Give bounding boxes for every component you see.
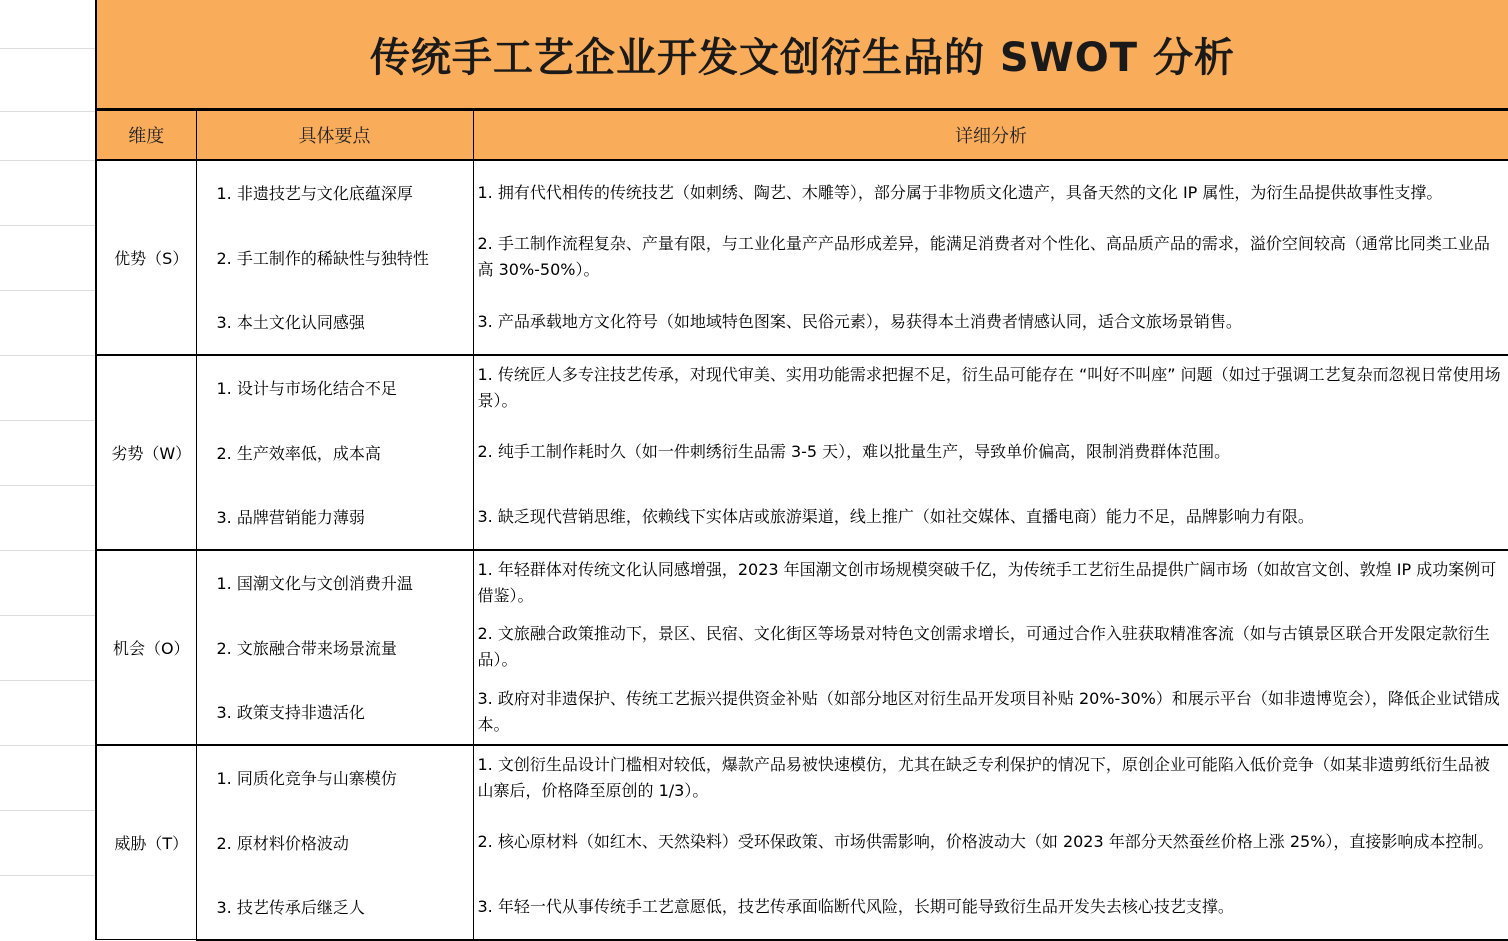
detail-cell[interactable]: 2. 核心原材料（如红木、天然染料）受环保政策、市场供需影响，价格波动大（如 2023 年部分天然蚕丝价格上涨 25%），直接影响成本控制。 [473,810,1508,875]
spreadsheet-row-gutter [0,0,96,941]
detail-cell[interactable]: 2. 纯手工制作耗时久（如一件刺绣衍生品需 3-5 天），难以批量生产，导致单价偏高，限制消费群体范围。 [473,420,1508,485]
table-row [96,615,1508,680]
header-dimension[interactable]: 维度 [96,111,196,160]
table-row [96,745,1508,810]
header-row [96,111,1508,160]
table-row [96,680,1508,745]
point-cell[interactable]: 2. 生产效率低，成本高 [196,420,473,485]
point-cell[interactable]: 2. 手工制作的稀缺性与独特性 [196,225,473,290]
point-cell[interactable]: 1. 同质化竞争与山寨模仿 [196,745,473,810]
table-row [96,355,1508,420]
swot-table-body [96,160,1508,940]
point-cell[interactable]: 3. 本土文化认同感强 [196,290,473,355]
title-banner[interactable] [95,0,1508,110]
table-row [96,420,1508,485]
detail-cell[interactable]: 1. 拥有代代相传的传统技艺（如刺绣、陶艺、木雕等），部分属于非物质文化遗产，具备天然的文化 IP 属性，为衍生品提供故事性支撑。 [473,160,1508,225]
dimension-cell-opportunities[interactable]: 机会（O） [96,550,196,745]
detail-cell[interactable]: 2. 文旅融合政策推动下，景区、民宿、文化街区等场景对特色文创需求增长，可通过合作入驻获取精准客流（如与古镇景区联合开发限定款衍生品）。 [473,615,1508,680]
detail-cell[interactable]: 1. 文创衍生品设计门槛相对较低，爆款产品易被快速模仿，尤其在缺乏专利保护的情况下，原创企业可能陷入低价竞争（如某非遗剪纸衍生品被山寨后，价格降至原创的 1/3）。 [473,745,1508,810]
detail-cell[interactable]: 3. 产品承载地方文化符号（如地域特色图案、民俗元素），易获得本土消费者情感认同，适合文旅场景销售。 [473,290,1508,355]
point-cell[interactable]: 2. 原材料价格波动 [196,810,473,875]
detail-cell[interactable]: 2. 手工制作流程复杂、产量有限，与工业化量产产品形成差异，能满足消费者对个性化、高品质产品的需求，溢价空间较高（通常比同类工业品高 30%-50%）。 [473,225,1508,290]
table-row [96,225,1508,290]
swot-table [95,110,1508,941]
header-detail[interactable]: 详细分析 [473,111,1508,160]
point-cell[interactable]: 2. 文旅融合带来场景流量 [196,615,473,680]
dimension-cell-weaknesses[interactable]: 劣势（W） [96,355,196,550]
detail-cell[interactable]: 3. 缺乏现代营销思维，依赖线下实体店或旅游渠道，线上推广（如社交媒体、直播电商）能力不足，品牌影响力有限。 [473,485,1508,550]
point-cell[interactable]: 3. 技艺传承后继乏人 [196,875,473,940]
detail-cell[interactable]: 3. 年轻一代从事传统手工艺意愿低，技艺传承面临断代风险，长期可能导致衍生品开发失去核心技艺支撑。 [473,875,1508,940]
table-row [96,160,1508,225]
detail-cell[interactable]: 1. 年轻群体对传统文化认同感增强，2023 年国潮文创市场规模突破千亿，为传统手工艺衍生品提供广阔市场（如故宫文创、敦煌 IP 成功案例可借鉴）。 [473,550,1508,615]
table-row [96,290,1508,355]
table-row [96,875,1508,940]
table-row [96,485,1508,550]
point-cell[interactable]: 1. 非遗技艺与文化底蕴深厚 [196,160,473,225]
header-points[interactable]: 具体要点 [196,111,473,160]
dimension-cell-strengths[interactable]: 优势（S） [96,160,196,355]
detail-cell[interactable]: 1. 传统匠人多专注技艺传承，对现代审美、实用功能需求把握不足，衍生品可能存在 “叫好不叫座” 问题（如过于强调工艺复杂而忽视日常使用场景）。 [473,355,1508,420]
point-cell[interactable]: 3. 政策支持非遗活化 [196,680,473,745]
point-cell[interactable]: 1. 国潮文化与文创消费升温 [196,550,473,615]
dimension-cell-threats[interactable]: 威胁（T） [96,745,196,940]
page-title: 传统手工艺企业开发文创衍生品的 SWOT 分析 [369,34,1236,81]
detail-cell[interactable]: 3. 政府对非遗保护、传统工艺振兴提供资金补贴（如部分地区对衍生品开发项目补贴 20%-30%）和展示平台（如非遗博览会），降低企业试错成本。 [473,680,1508,745]
point-cell[interactable]: 3. 品牌营销能力薄弱 [196,485,473,550]
point-cell[interactable]: 1. 设计与市场化结合不足 [196,355,473,420]
table-row [96,810,1508,875]
table-row [96,550,1508,615]
